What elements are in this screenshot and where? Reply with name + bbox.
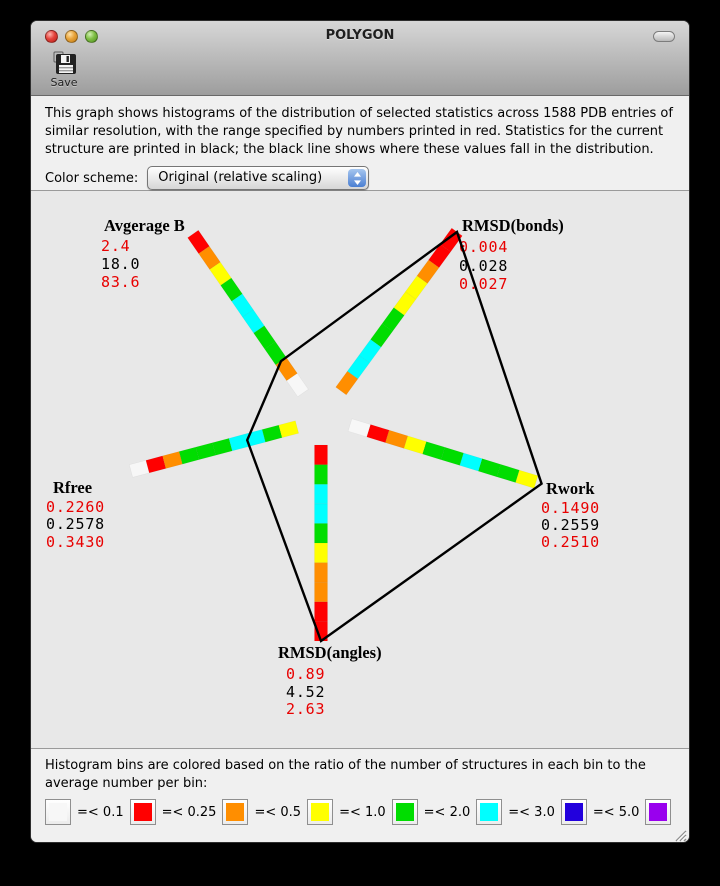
- color-scheme-selected-value: Original (relative scaling): [158, 170, 323, 185]
- legend-bin-label: =< 0.5: [254, 804, 302, 820]
- histogram-bin-segment: [262, 425, 282, 442]
- window-header: [31, 21, 689, 96]
- histogram-bin-segment: [179, 447, 199, 464]
- legend-bin-label: =< 5.0: [592, 804, 640, 820]
- axis-label: RMSD(bonds): [462, 216, 564, 235]
- zoom-button[interactable]: [85, 30, 98, 43]
- color-scheme-select[interactable]: [147, 166, 369, 190]
- histogram-bin-segment: [348, 419, 370, 437]
- axis-current-value: 18.0: [101, 255, 141, 273]
- histogram-bin-segment: [315, 504, 328, 524]
- color-scheme-label: Color scheme:: [45, 170, 139, 186]
- legend-bin-color: [226, 803, 244, 821]
- polygon-plot: [31, 191, 689, 748]
- histogram-bin-segment: [441, 447, 463, 465]
- legend-bin-color: [311, 803, 329, 821]
- histogram-bin-segment: [212, 438, 232, 455]
- legend-panel: [31, 748, 689, 843]
- legend-bin-color: [480, 803, 498, 821]
- axis-range-max: 83.6: [101, 273, 141, 291]
- axis-current-value: 4.52: [286, 683, 326, 701]
- window-title: POLYGON: [325, 28, 395, 43]
- save-button[interactable]: [47, 51, 81, 89]
- legend-bin-label: =< 3.0: [508, 804, 555, 820]
- title-bar[interactable]: [31, 21, 689, 51]
- description-panel: [31, 96, 689, 191]
- histogram-bin-segment: [422, 442, 444, 460]
- axis-range-max: 0.027: [459, 275, 509, 293]
- axis-current-value: 0.028: [459, 257, 509, 275]
- axis-range-max: 2.63: [286, 700, 326, 718]
- histogram-bin-segment: [146, 456, 166, 473]
- legend-bins: [45, 799, 675, 825]
- histogram-bin-segment: [404, 436, 426, 454]
- legend-bin-color: [134, 803, 152, 821]
- stepper-arrows-icon: [348, 169, 366, 187]
- histogram-bin-segment: [385, 430, 407, 448]
- floppy-disk-icon: [51, 51, 77, 75]
- axis-range-min: 0.2260: [46, 498, 105, 516]
- legend-bin-swatch: [45, 799, 71, 825]
- toolbar-toggle-button[interactable]: [653, 31, 675, 42]
- axis-current-value: 0.2578: [46, 515, 105, 533]
- color-scheme-row: [45, 166, 675, 190]
- axis-range-min: 0.89: [286, 665, 326, 683]
- axis-range-min: 0.004: [459, 238, 509, 256]
- axis-range-max: 0.2510: [541, 533, 600, 551]
- histogram-bin-segment: [460, 453, 482, 471]
- histogram-bin-segment: [497, 464, 519, 482]
- histogram-bin-segment: [515, 470, 537, 488]
- legend-bin-label: =< 0.25: [161, 804, 217, 820]
- description-text: This graph shows histograms of the distribution of selected statistics across 1588 PDB entries of similar resolution, with the range specified by numbers printed in red. Statistics for the current structure are printed in black; the black line shows where these values fall in the distribution.: [45, 106, 673, 157]
- legend-bin-label: =< 2.0: [423, 804, 471, 820]
- axis-range-max: 0.3430: [46, 533, 105, 551]
- axis-label: Rfree: [53, 478, 93, 497]
- legend-bin-swatch: [476, 799, 502, 825]
- histogram-bin-segment: [315, 602, 328, 622]
- toolbar: [31, 51, 689, 96]
- legend-bin-color: [49, 803, 67, 821]
- axis-label: RMSD(angles): [278, 643, 382, 662]
- legend-bin-swatch: [645, 799, 671, 825]
- close-button[interactable]: [45, 30, 58, 43]
- save-button-label: Save: [50, 76, 78, 89]
- histogram-bin-segment: [367, 424, 389, 442]
- minimize-button[interactable]: [65, 30, 78, 43]
- axis-current-value: 0.2559: [541, 516, 600, 534]
- histogram-bin-segment: [229, 434, 249, 451]
- traffic-lights: [45, 30, 98, 43]
- legend-bin-color: [396, 803, 414, 821]
- legend-bin-swatch: [222, 799, 248, 825]
- legend-bin-swatch: [307, 799, 333, 825]
- histogram-bin-segment: [163, 452, 183, 469]
- legend-bin-label: =< 0.1: [77, 804, 124, 820]
- histogram-bin-segment: [315, 484, 328, 504]
- axis-range-min: 2.4: [101, 237, 131, 255]
- legend-text: Histogram bins are colored based on the ratio of the number of structures in each bin to the average number per bin:: [45, 758, 646, 791]
- axis-range-min: 0.1490: [541, 499, 600, 517]
- legend-bin-label: =< 1.0: [339, 804, 386, 820]
- histogram-bin-segment: [196, 443, 216, 460]
- histogram-bin-segment: [315, 523, 328, 543]
- legend-bin-swatch: [561, 799, 587, 825]
- axis-label: Avgerage B: [104, 216, 185, 235]
- histogram-bin-segment: [315, 582, 328, 602]
- legend-bin-color: [649, 803, 667, 821]
- histogram-bin-segment: [279, 421, 299, 438]
- histogram-bin-segment: [315, 563, 328, 583]
- histogram-bin-segment: [315, 445, 328, 465]
- histogram-bin-segment: [315, 465, 328, 485]
- legend-bin-swatch: [130, 799, 156, 825]
- legend-bin-color: [565, 803, 583, 821]
- axis-label: Rwork: [546, 479, 595, 498]
- histogram-bin-segment: [478, 459, 500, 477]
- resize-grip[interactable]: [673, 828, 687, 842]
- histogram-bin-segment: [129, 460, 149, 477]
- polygon-chart-svg: [31, 191, 690, 748]
- histogram-bin-segment: [315, 543, 328, 563]
- legend-bin-swatch: [392, 799, 418, 825]
- polygon-window: [30, 20, 690, 843]
